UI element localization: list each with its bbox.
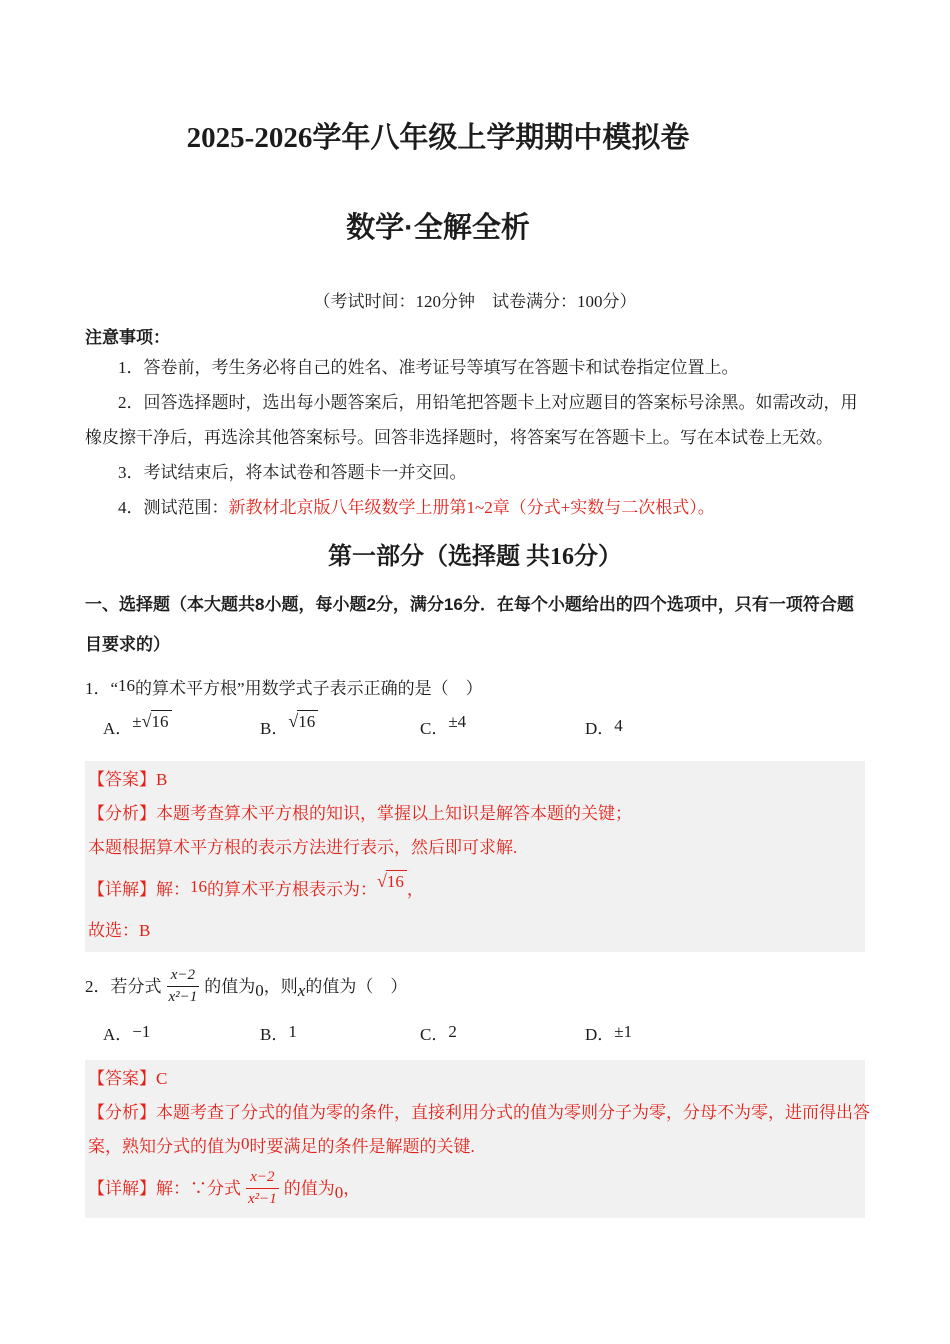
quote-open: “ [110, 679, 119, 698]
answer-value: C [156, 1069, 168, 1088]
fraction [167, 966, 200, 1007]
answer-label: 【答案】 [88, 1069, 156, 1088]
option-a-label: A． [103, 719, 133, 738]
math-zero: 0 [241, 1134, 250, 1153]
question-1-number: 1． [85, 679, 111, 698]
option-a [103, 709, 260, 748]
option-c [420, 1016, 585, 1054]
q1-analysis-line1: 【分析】本题考查算术平方根的知识，掌握以上知识是解答本题的关键； [88, 804, 632, 823]
fraction [246, 1168, 279, 1209]
notice-item-4 [85, 490, 865, 525]
option-d-label: D． [585, 719, 615, 738]
answer-label: 【答案】 [88, 770, 156, 789]
option-d [585, 710, 623, 748]
option-c-math: 2 [448, 1022, 457, 1041]
question-1-text: 的算术平方根”用数学式子表示正确的是（ ） [135, 679, 483, 698]
question-1-stem [85, 671, 865, 707]
section1-intro-line1: 一、选择题（本大题共8小题，每小题2分，满分16分．在每个小题给出的四个选项中，只有一项符合题 [85, 595, 854, 614]
q2-answer-block [85, 1060, 870, 1218]
question-2-options [85, 1016, 865, 1054]
q1-conclusion: 故选：B [88, 921, 151, 940]
notice-item-4-scope: 新教材北京版八年级数学上册第1~2章（分式+实数与二次根式）。 [228, 498, 715, 517]
radical-sign: √ [141, 711, 152, 731]
sqrt-expression: √16 [377, 857, 407, 906]
analysis-label: 【分析】 [88, 1103, 156, 1122]
question-1-math: 16 [118, 676, 136, 695]
q1-analysis-line2: 本题根据算术平方根的表示方法进行表示，然后即可求解. [88, 838, 518, 857]
q2-analysis-line1: 【分析】本题考查了分式的值为零的条件，直接利用分式的值为零则分子为零，分母不为零，进而得出答 [88, 1103, 870, 1122]
section1-intro-line2: 目要求的） [85, 635, 170, 654]
notice-item-4-prefix: 4．测试范围： [118, 498, 229, 517]
question-1-options [85, 709, 865, 747]
doc-subtitle: 数学·全解全析 [346, 212, 530, 244]
q1-detail-line: 【详解】解：16的算术平方根表示为：√16 ， [88, 865, 857, 914]
option-a-label: A． [103, 1025, 133, 1044]
option-b-label: B． [260, 1025, 289, 1044]
analysis-label: 【分析】 [88, 804, 156, 823]
exam-info: （考试时间：120分钟 试卷满分：100分） [313, 292, 637, 311]
sqrt-expression: √16 [288, 702, 318, 741]
option-a [103, 1016, 260, 1054]
fraction-numerator: x−2 [167, 966, 200, 987]
q2-answer-line [88, 1062, 857, 1096]
option-d-math: ±1 [614, 1022, 633, 1041]
option-c-label: C． [420, 1025, 449, 1044]
option-b-math [288, 702, 318, 741]
math-zero: 0 [255, 981, 264, 1000]
q2-analysis-line2: 案，熟知分式的值为0时要满足的条件是解题的关键. [88, 1134, 475, 1156]
q1-answer-block [85, 761, 865, 952]
option-c-label: C． [420, 719, 449, 738]
option-b [260, 709, 420, 748]
option-b [260, 1016, 420, 1054]
detail-label: 【详解】 [88, 1179, 156, 1198]
doc-title: 2025-2026学年八年级上学期期中模拟卷 [186, 122, 690, 154]
fraction-denominator: x²−1 [248, 1190, 277, 1207]
detail-math-16: 16 [190, 877, 207, 896]
detail-label: 【详解】 [88, 880, 156, 899]
math-variable-x: x [297, 981, 306, 1000]
answer-value: B [156, 770, 168, 789]
option-c-math: ±4 [448, 712, 467, 731]
fraction-numerator: x−2 [246, 1168, 279, 1189]
fraction-denominator: x²−1 [168, 988, 198, 1005]
option-b-math: 1 [288, 1022, 297, 1041]
radical-sign: √ [288, 711, 299, 731]
sqrt-expression: √16 [142, 702, 172, 741]
plus-minus-sign: ± [132, 712, 142, 731]
math-zero: 0 [334, 1183, 344, 1202]
q2-detail-line: 【详解】解：∵分式 $\frac{x-2}{\text{x²−1}}$ 的值为0， [88, 1168, 361, 1207]
option-b-label: B． [260, 719, 289, 738]
question-2-stem: 2．若分式 $\frac{x-2}{\text{x²−1}}$ 的值为0，则x的值为（ ） [85, 966, 408, 1005]
option-d [585, 1016, 632, 1054]
option-a-math [132, 702, 171, 741]
notice-item-3: 3．考试结束后，将本试卷和答题卡一并交回。 [118, 463, 467, 482]
option-d-label: D． [585, 1025, 615, 1044]
question-2-number: 2． [85, 977, 111, 996]
notice-item-1: 1．答卷前，考生务必将自己的姓名、准考证号等填写在答题卡和试卷指定位置上。 [118, 358, 739, 377]
option-c [420, 710, 585, 748]
notice-heading: 注意事项： [85, 328, 170, 347]
radical-sign: √ [377, 871, 387, 891]
option-d-math: 4 [614, 716, 623, 735]
option-a-math: −1 [132, 1022, 151, 1041]
notice-item-2-line1: 2．回答选择题时，选出每小题答案后，用铅笔把答题卡上对应题目的答案标号涂黑。如需改动，用 [118, 393, 858, 412]
q1-answer-line [88, 763, 857, 797]
section1-heading: 第一部分（选择题 共16分） [328, 544, 622, 570]
notice-item-2-line2: 橡皮擦干净后，再选涂其他答案标号。回答非选择题时，将答案写在答题卡上。写在本试卷上无效。 [85, 428, 833, 447]
